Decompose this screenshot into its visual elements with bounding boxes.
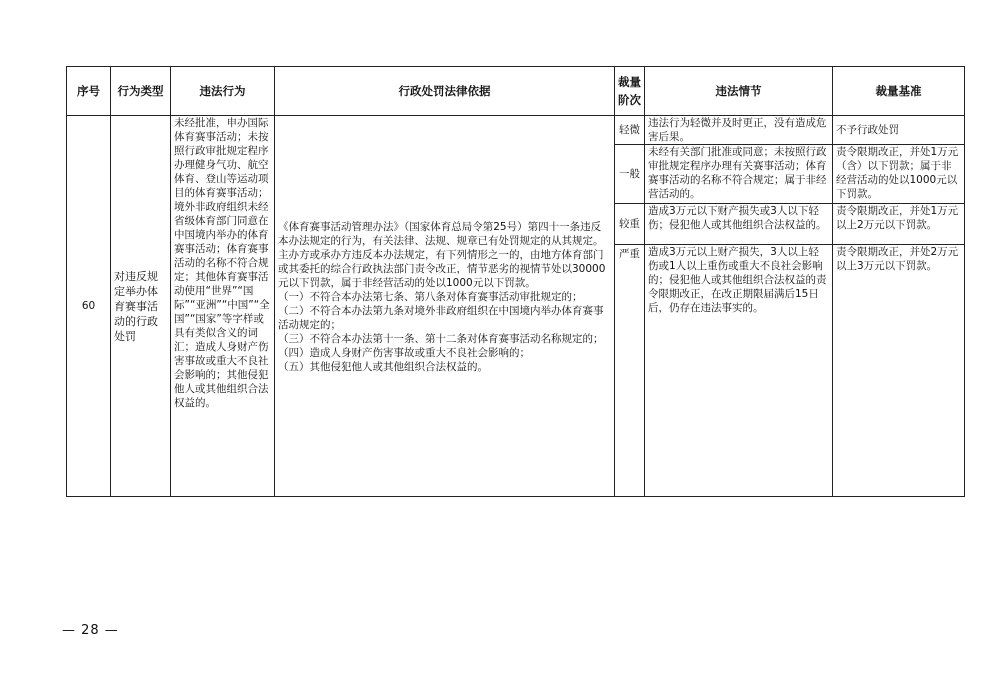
row-no: 60 [67, 116, 111, 497]
circumstance-minor: 违法行为轻微并及时更正，没有造成危害后果。 [645, 116, 833, 145]
header-circumstance: 违法情节 [645, 67, 833, 116]
row-type: 对违反规定举办体育赛事活动的行政处罚 [111, 116, 171, 497]
standard-general: 责令限期改正，并处1万元（含）以下罚款；属于非经营活动的处以1000元以下罚款。 [833, 145, 965, 204]
basis-paragraph: 《体育赛事活动管理办法》（国家体育总局令第25号）第四十一条违反本办法规定的行为，有关法律、法规、规章已有处罚规定的从其规定。主办方或承办方违反本办法规定，有下列情形之一的，由地方体育部门或其委托的综合行政执法部门责令改正，情节恶劣的视情节处以30000元以下罚款，属于非经营活动的处以1000元以下罚款。 [278, 221, 606, 289]
header-row [67, 67, 965, 116]
circumstance-severe: 造成3万元以上财产损失，3人以上轻伤或1人以上重伤或重大不良社会影响的；侵犯他人或其他组织合法权益的责令限期改正，在改正期限届满后15日后，仍存在违法事实的。 [645, 245, 833, 497]
header-no: 序号 [67, 67, 111, 116]
basis-item-4: （四）造成人身财产伤害事故或重大不良社会影响的； [278, 347, 530, 359]
standard-serious: 责令限期改正，并处1万元以上2万元以下罚款。 [833, 204, 965, 245]
basis-item-1: （一）不符合本办法第七条、第八条对体育赛事活动审批规定的； [278, 291, 583, 303]
header-basis: 行政处罚法律依据 [275, 67, 615, 116]
standard-severe: 责令限期改正，并处2万元以上3万元以下罚款。 [833, 245, 965, 497]
header-type: 行为类型 [111, 67, 171, 116]
row-basis [275, 116, 615, 497]
header-violation: 违法行为 [171, 67, 275, 116]
standard-minor: 不予行政处罚 [833, 116, 965, 145]
table-row [67, 116, 965, 145]
level-serious: 较重 [615, 204, 645, 245]
basis-item-3: （三）不符合本办法第十一条、第十二条对体育赛事活动名称规定的； [278, 333, 604, 345]
level-severe: 严重 [615, 245, 645, 497]
circumstance-serious: 造成3万元以下财产损失或3人以下轻伤；侵犯他人或其他组织合法权益的。 [645, 204, 833, 245]
row-violation: 未经批准，申办国际体育赛事活动；未按照行政审批规定程序办理健身气功、航空体育、登山等运动项目的体育赛事活动；境外非政府组织未经省级体育部门同意在中国境内举办的体育赛事活动；体育赛事活动的名称不符合规定；其他体育赛事活动使用“世界”“国际”“亚洲”“中国”“全国”“国家”等字样或具有类似含义的词汇；造成人身财产伤害事故或重大不良社会影响的；其他侵犯他人或其他组织合法权益的。 [171, 116, 275, 497]
level-minor: 轻微 [615, 116, 645, 145]
level-general: 一般 [615, 145, 645, 204]
page-number: — 28 — [62, 623, 119, 638]
basis-item-2: （二）不符合本办法第九条对境外非政府组织在中国境内举办体育赛事活动规定的； [278, 305, 604, 331]
circumstance-general: 未经有关部门批准或同意；未按照行政审批规定程序办理有关赛事活动；体育赛事活动的名称不符合规定；属于非经营活动的。 [645, 145, 833, 204]
penalty-table [66, 66, 965, 497]
header-level: 裁量阶次 [615, 67, 645, 116]
basis-item-5: （五）其他侵犯他人或其他组织合法权益的。 [278, 361, 488, 373]
header-standard: 裁量基准 [833, 67, 965, 116]
